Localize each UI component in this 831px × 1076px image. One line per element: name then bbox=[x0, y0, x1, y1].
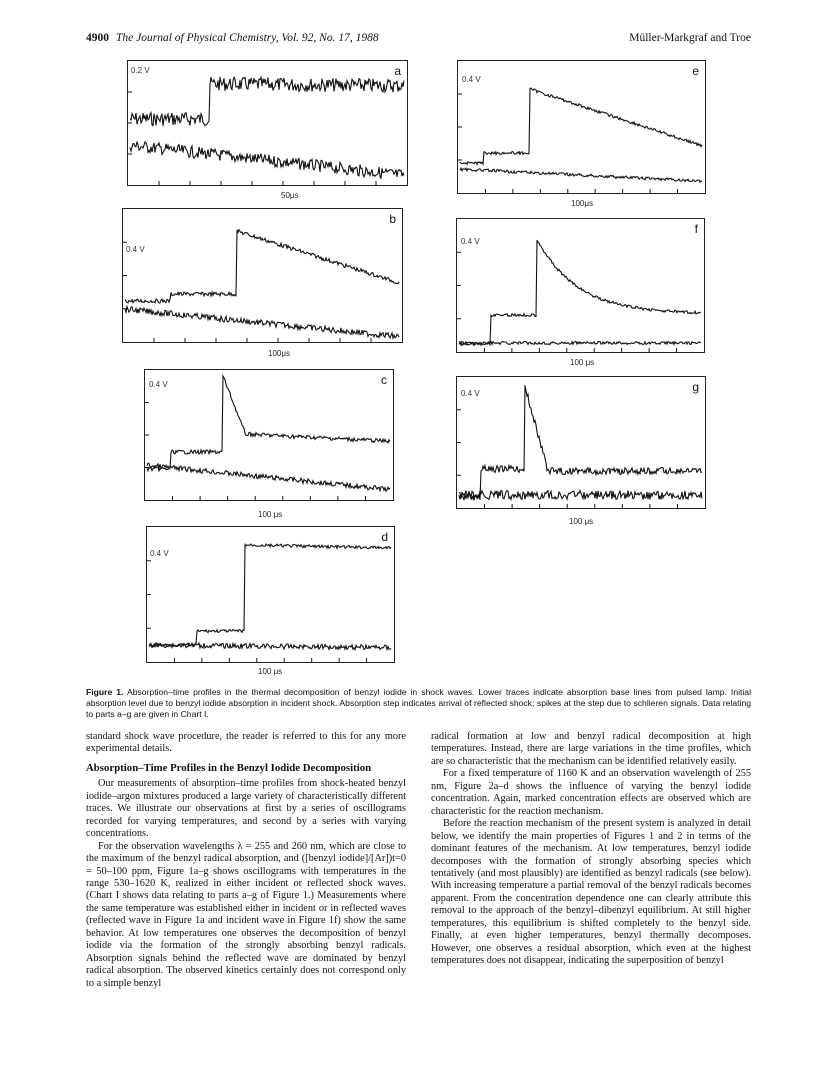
panel-label-g: g bbox=[692, 380, 699, 394]
oscillogram-panel-c bbox=[144, 369, 394, 501]
panel-label-c: c bbox=[381, 373, 387, 387]
signal-trace bbox=[130, 142, 404, 179]
paragraph: Before the reaction mechanism of the present system is analyzed in detail below, we identify the main properties of Figures 1 and 2 in terms of the dominant features of the mechanism. At low temperatures, benzyl iodide decomposes with the formation of strongly absorbing species which tentatively (and most plausibly) are identified as benzyl radicals (see below). With increasing temperature a partial removal of the benzyl radicals becomes apparent. From the concentration dependence one can clearly attribute this removal to the approach of the benzyl–dibenzyl equilibrium. At still higher temperatures, this equilibrium is shifted completely to the benzyl side. Finally, at even higher temperatures, benzyl thermally decomposes. However, one observes a residual absorption, which even at the highest temperatures does not disappear, indicating the superposition of benzyl bbox=[431, 818, 751, 967]
panel-label-b: b bbox=[389, 212, 396, 226]
oscillogram-panel-e bbox=[457, 60, 706, 194]
signal-trace bbox=[149, 544, 391, 646]
oscillogram-panel-a bbox=[127, 60, 408, 186]
oscillogram-e-traces bbox=[458, 61, 705, 193]
right-text-column bbox=[431, 731, 751, 968]
oscillogram-panel-b bbox=[122, 208, 403, 343]
running-header bbox=[86, 32, 751, 48]
signal-trace bbox=[125, 307, 399, 339]
page-number: 4900 bbox=[86, 32, 109, 44]
paragraph: For the observation wavelengths λ = 255 and 260 nm, which are close to the maximum of the benzyl radical absorption, and ([benzyl iodide]/[Ar])t=0 = 50–100 ppm, Figure 1a–g shows oscillograms with temperatures in the range 530–1620 K, realized in either incident or reflected shock waves. (Chart I shows data relating to parts a–g of Figure 1.) Measurements where the same temperature was established either in incident or in reflected waves (reflected wave in Figure 1a and incident wave in Figure 1f) show the same behavior. At low temperatures one observes the decomposition of benzyl iodide via the formation of the strongly absorbing benzyl radicals. Absorption signals behind the reflected wave are dominated by benzyl radical absorption. The observed kinetics certainly does not correspond only to a simple benzyl bbox=[86, 840, 406, 989]
figure-caption-label: Figure 1. bbox=[86, 687, 124, 697]
figure-caption bbox=[86, 687, 751, 720]
paragraph: For a fixed temperature of 1160 K and an observation wavelength of 255 nm, Figure 2a–d shows the influence of varying the benzyl iodide concentration. Again, marked concentration effects are observed which are characteristic for the reaction mechanism. bbox=[431, 768, 751, 817]
signal-trace bbox=[459, 342, 701, 345]
section-heading: Absorption–Time Profiles in the Benzyl Iodide Decomposition bbox=[86, 761, 372, 774]
signal-trace bbox=[459, 385, 702, 500]
voltage-level-b: 0.4 V bbox=[126, 245, 145, 254]
time-scale-a: 50μs bbox=[281, 191, 299, 200]
oscillogram-f-traces bbox=[457, 219, 704, 352]
oscillogram-a-traces bbox=[128, 61, 407, 185]
time-scale-b: 100μs bbox=[268, 349, 290, 358]
signal-trace bbox=[459, 240, 701, 345]
panel-label-e: e bbox=[692, 64, 699, 78]
voltage-level-f: 0.4 V bbox=[461, 237, 480, 246]
panel-label-f: f bbox=[694, 222, 698, 236]
time-scale-d: 100 μs bbox=[258, 667, 283, 676]
signal-trace bbox=[130, 77, 404, 126]
time-scale-c: 100 μs bbox=[258, 510, 283, 519]
signal-trace bbox=[459, 491, 702, 500]
paragraph: radical formation at low and benzyl radical decomposition at high temperatures. Instead, there are large variations in the time profiles, which are so characteristic that the mechanism can be identified relatively easily. bbox=[431, 731, 751, 767]
signal-trace bbox=[147, 376, 390, 471]
oscillogram-panel-d bbox=[146, 526, 395, 663]
voltage-level-c: 0.4 V bbox=[149, 380, 168, 389]
oscillogram-g-traces bbox=[457, 377, 705, 508]
running-authors: Müller-Markgraf and Troe bbox=[629, 32, 751, 44]
voltage-level-a: 0.2 V bbox=[131, 66, 150, 75]
figure-caption-text: Absorption–time profiles in the thermal decomposition of benzyl iodide in shock waves. Lower traces indicate absorption base lines from pulsed lamp. Initial absorption level due to benzyl iodide absorption in incident shock. Absorption step indicates arrival of reflected shock; spikes at the step due to schlieren signals. Data relating to parts a–g are given in Chart I. bbox=[86, 687, 751, 719]
paragraph: Our measurements of absorption–time profiles from shock-heated benzyl iodide–argon mixtures produced a large variety of characteristically different traces. We illustrate our observations at first by a series of oscillograms recorded for varying temperatures, and second by a series with varying concentrations. bbox=[86, 778, 406, 840]
panel-label-d: d bbox=[381, 530, 388, 544]
signal-trace bbox=[460, 168, 702, 182]
signal-trace bbox=[149, 643, 391, 650]
oscillogram-d-traces bbox=[147, 527, 394, 662]
time-scale-g: 100 μs bbox=[569, 517, 594, 526]
time-scale-f: 100 μs bbox=[570, 358, 595, 367]
oscillogram-b-traces bbox=[123, 209, 402, 342]
signal-trace bbox=[460, 88, 702, 164]
voltage-level-e: 0.4 V bbox=[462, 75, 481, 84]
oscillogram-panel-g bbox=[456, 376, 706, 509]
voltage-level-d: 0.4 V bbox=[150, 549, 169, 558]
left-text-column bbox=[86, 731, 406, 990]
voltage-level-g: 0.4 V bbox=[461, 389, 480, 398]
journal-citation: The Journal of Physical Chemistry, Vol. 92, No. 17, 1988 bbox=[116, 32, 379, 44]
signal-trace bbox=[147, 463, 390, 491]
time-scale-e: 100μs bbox=[571, 199, 593, 208]
oscillogram-panel-f bbox=[456, 218, 705, 353]
panel-label-a: a bbox=[394, 64, 401, 78]
signal-trace bbox=[125, 230, 399, 303]
paragraph: standard shock wave procedure, the reader is referred to this for any more experimental details. bbox=[86, 731, 406, 755]
oscillogram-c-traces bbox=[145, 370, 393, 500]
